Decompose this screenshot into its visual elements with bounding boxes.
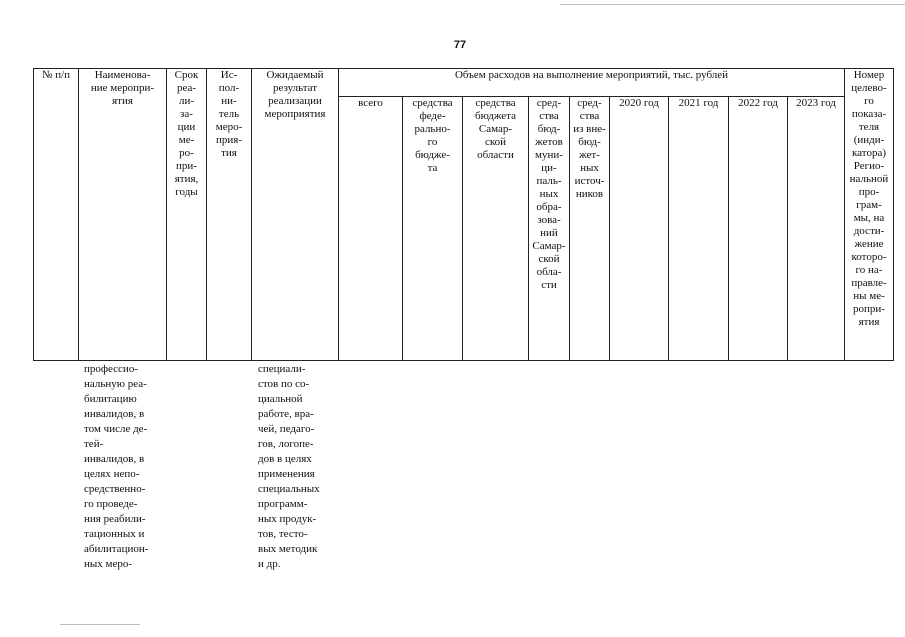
header-name: Наименова- ние меропри- ятия bbox=[79, 69, 167, 361]
header-year-2021: 2021 год bbox=[669, 97, 729, 361]
header-year-2020: 2020 год bbox=[610, 97, 669, 361]
expenditure-table bbox=[33, 68, 894, 361]
header-indicator: Номер целево- го показа- теля (инди- катора) Регио- нальной про- грам- мы, на дости- жение которо- го на- правле- ны ме- ропри- ятия bbox=[845, 69, 894, 361]
header-num: № п/п bbox=[34, 69, 79, 361]
header-volume-group: Объем расходов на выполнение мероприятий, тыс. рублей bbox=[339, 69, 845, 97]
header-total: всего bbox=[339, 97, 403, 361]
result-cell-continued: специали- стов по со- циальной работе, вра- чей, педаго- гов, логопе- дов в целях применения специальных программ- ных продук- тов, тесто- вых методик и др. bbox=[258, 363, 320, 570]
scan-artifact-line bbox=[560, 4, 905, 5]
name-cell-continued: профессио- нальную реа- билитацию инвалидов, в том числе де- тей- инвалидов, в целях непо- средственно- го проведе- ния реабили- тационных и абилитацион- ных меро- bbox=[84, 363, 149, 570]
header-executor: Ис- пол- ни- тель меро- прия- тия bbox=[207, 69, 252, 361]
header-federal: средства феде- рально- го бюдже- та bbox=[403, 97, 463, 361]
header-regional: средства бюджета Самар- ской области bbox=[463, 97, 529, 361]
header-extrabudget: сред- ства из вне- бюд- жет- ных источ- ников bbox=[570, 97, 610, 361]
scan-artifact-line bbox=[60, 624, 140, 625]
header-term: Срок реа- ли- за- ции ме- ро- при- ятия, годы bbox=[167, 69, 207, 361]
page-number: 77 bbox=[453, 39, 467, 51]
header-year-2023: 2023 год bbox=[788, 97, 845, 361]
header-year-2022: 2022 год bbox=[729, 97, 788, 361]
header-municipal: сред- ства бюд- жетов муни- ци- паль- ных обра- зова- ний Самар- ской обла- сти bbox=[529, 97, 570, 361]
header-result: Ожидаемый результат реализации мероприятия bbox=[252, 69, 339, 361]
